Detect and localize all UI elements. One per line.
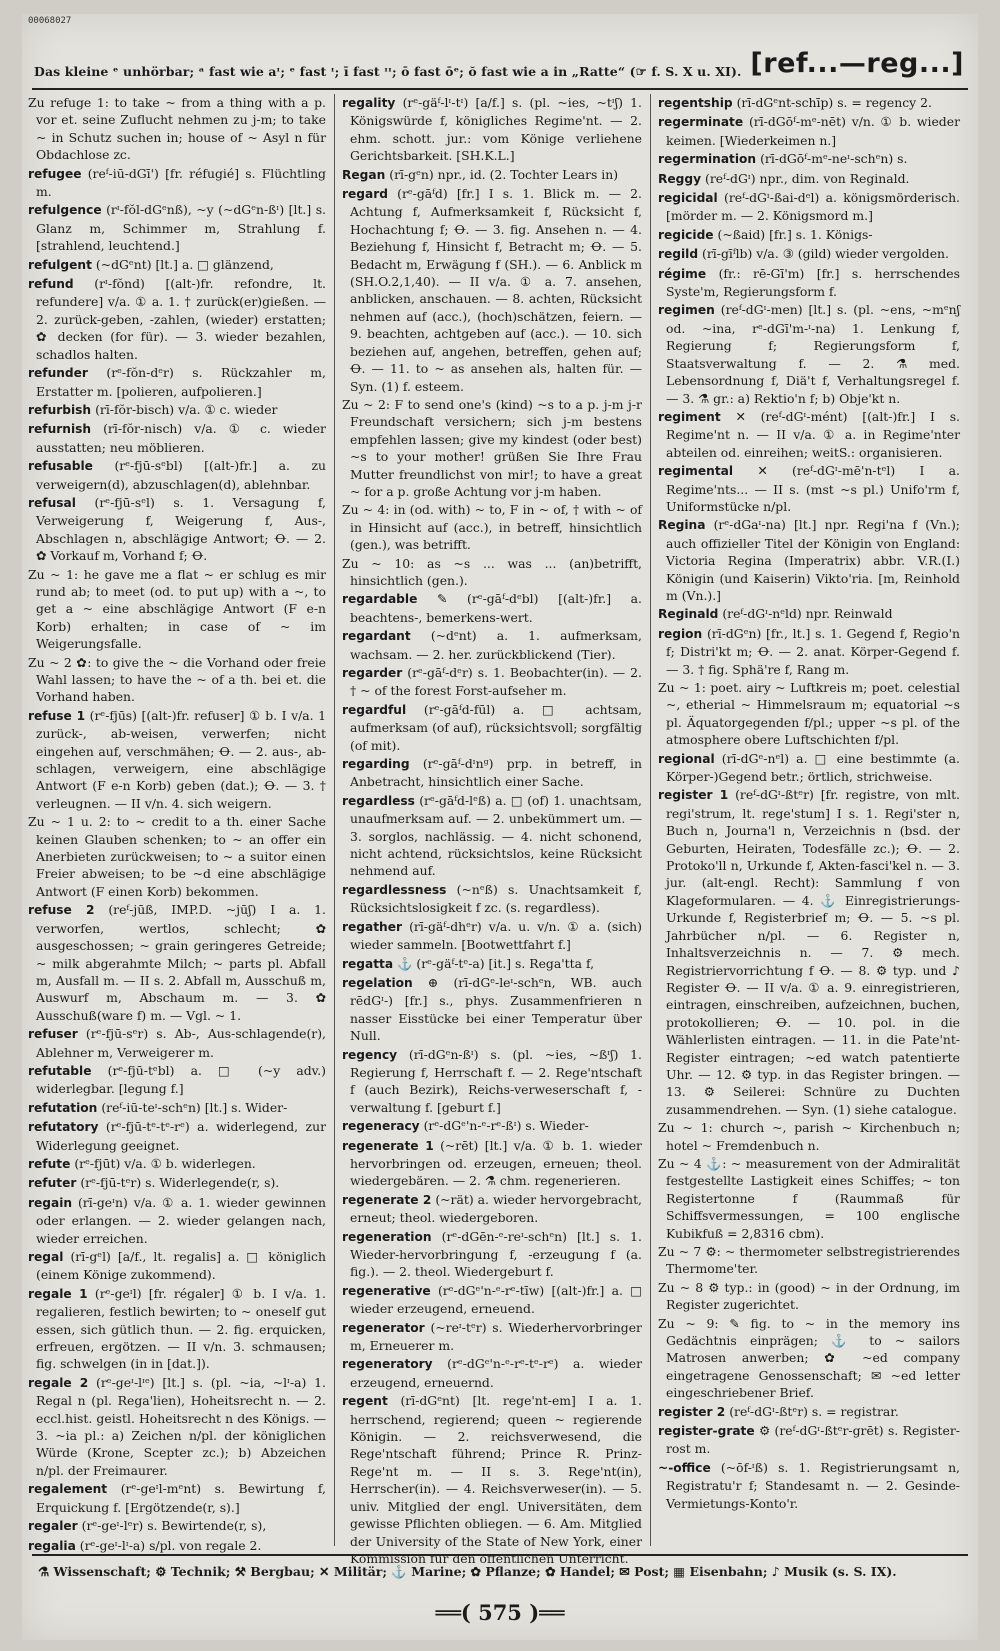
entry-definition: (rᵉ-fjū-tᵉ-tᵉ-rᵉ) a. widerlegend, zur Widerlegung geeignet. [36,1119,326,1153]
entry-definition: (rᵉ-gāᶠd) [fr.] I s. 1. Blick m. — 2. Achtung f, Aufmerksamkeit f, Rücksicht f, Hochachtung f; Ꝋ. — 3. fig. Ansehen n. — 4. Beziehung f, Hinsicht f, Betracht m; Ꝋ. — 5. Bedacht m, Erwägung f (SH.). — 6. Anblick m (SH.O.2,1,40). — II v/a. ① a. 7. ansehen, anblicken, anschauen. — 8. achten, Rücksicht nehmen auf (acc.), (hoch)schätzen, feiern. — 9. beachten, achtgeben auf (acc.). — 10. sich beziehen auf, angehen, betreffen, gehen auf; Ꝋ. — 11. to ~ as ansehen als, halten für. — Syn. (1) f. esteem. [350,186,642,394]
guide-words: [ref...—reg...] [750,48,964,79]
entry-definition: (~reᶦ-tᵉr) s. Wiederhervorbringer m, Erneuerer m. [350,1319,642,1354]
dictionary-entry [658,189,960,225]
dictionary-entry [28,275,326,363]
page-header [32,46,968,90]
entry-definition: (rᵉ-gāᶠd-lᵉß) a. □ (of) 1. unachtsam, unaufmerksam auf. — 2. unbekümmert um. — 3. sorglos, nachlässig. — 4. nicht schonend, nicht achtend, rücksichtslos, keine Rücksicht nehmend auf. [350,792,642,879]
entry-definition: (reᶠ-dGᶦ-ßtᵉr) [fr. registre, von mlt. regi'strum, lt. rege'stum] I s. 1. Regi'ster n, Buch n, Journa'l n, Verzeichnis n (bsd. der Geburten, Heiraten, Todesfälle zc.); Ꝋ. — 2. Protoko'll n, Urkunde f, Akten-fasci'kel n. — 3. jur. (alt-engl. Recht): Sammlung f von Klageformularen. — 4. ⚓ Einregistrierungs-Urkunde f, Registerbrief m; Ꝋ. — 5. ~s pl. Jahrbücher n/pl. — 6. Register n, Inhaltsverzeichnis n. — 7. ⚙ mech. Registriervorrichtung f Ꝋ. — 8. ⚙ typ. und ♪ Register Ꝋ. — II v/a. ① a. 9. einregistrieren, eintragen, einschreiben, aufzeichnen, buchen, protokollieren; Ꝋ. — 10. pol. in die Wählerlisten eintragen. — 11. in die Pate'nt-Register eintragen; ~ed watch patentierte Uhr. — 12. ⚙ typ. in das Register bringen. — 13. ⚙ Seilerei: Schnüre zu Duchten zusammendrehen. — Syn. (1) siehe catalogue. [666,787,960,1117]
entry-definition: Zu ~ 1: he gave me a flat ~ er schlug es mir rund ab; to meet (od. to put up) with a ~, to get a ~ eine abschlägige Antwort (F e-n Korb) erhalten; in case of ~ im Weigerungsfalle. [28,566,326,652]
dictionary-entry [342,1355,642,1391]
entry-headword: regency [342,1047,398,1062]
entry-definition: Zu ~ 2: F to send one's (kind) ~s to a p. j-m j-r Freundschaft versichern; sich j-m bestens empfehlen lassen; give my kindest (oder best) ~s to your mother! grüßen Sie Ihre Frau Mutter freundlichst von mir!; to have a great ~ for a p. große Achtung vor j-m haben. [342,396,642,499]
dictionary-entry [342,1282,642,1318]
dictionary-entry [28,1285,326,1373]
dictionary-entry [658,1422,960,1458]
dictionary-entry [342,881,642,917]
dictionary-entry [28,401,326,419]
dictionary-entry [342,501,642,553]
dictionary-entry [28,901,326,1024]
dictionary-entry [658,265,960,301]
dictionary-entry [342,1319,642,1355]
entry-headword: refulgence [28,203,102,218]
entry-definition: Zu ~ 8 ⚙ typ.: in (good) ~ in der Ordnung, im Register zugerichtet. [658,1279,960,1313]
dictionary-entry [658,462,960,515]
dictionary-entry [28,1374,326,1479]
entry-headword: regenerative [342,1283,431,1298]
dictionary-entry [28,165,326,201]
entry-headword: Regan [342,167,386,182]
entry-definition: (~dᵉnt) a. 1. aufmerksam, wachsam. — 2. her. zurückblickend (Tier). [350,628,642,662]
column-2 [342,94,642,1566]
pronunciation-note: Das kleine ᵉ unhörbar; ᵃ fast wie aᶦ; ᵉ fast ᶦ; ī fast ᶦᶦ; ō fast ōᵉ; ŏ fast wie a in „Ratte“ (☞ f. S. X u. XI). [34,64,742,79]
entry-headword: regicide [658,227,714,242]
dictionary-entry [28,813,326,900]
entry-definition: (rī-gᵉn) npr., id. (2. Tochter Lears in) [389,166,619,182]
entry-headword: refulgent [28,257,92,272]
dictionary-entry [28,1099,326,1117]
dictionary-entry [342,1137,642,1190]
entry-headword: refutation [28,1100,98,1115]
entry-headword: regality [342,96,396,110]
entry-definition: (reᶠ-iū-dGī') [fr. réfugié] s. Flüchtling m. [36,165,326,200]
entry-headword: regentship [658,96,733,110]
entry-columns [28,94,972,1566]
entry-definition: (reᶠ-jūß, IMP.D. ~jūʃ) I a. 1. verworfen, wertlos, schlecht; ✿ ausgeschossen; ~ grain geringeres Getreide; ~ milk abgerahmte Milch; ~ parts pl. Abfall m, Ausfall m. — II s. 2. Abfall m, Ausschuß m, Auswurf m, Abschaum m. — 3. ✿ Ausschuß(ware f) m. — Vgl. ~ 1. [36,902,326,1023]
entry-headword: refunder [28,366,88,381]
entry-headword: regal [28,1250,64,1264]
dictionary-entry [342,166,642,184]
dictionary-entry [658,786,960,1118]
entry-headword: regelation [342,975,413,990]
dictionary-entry [658,1315,960,1402]
entry-definition: (reᶠ-dGᶦ) npr., dim. von Reginald. [705,170,910,186]
entry-headword: refute [28,1156,71,1171]
dictionary-entry [28,1025,326,1061]
dictionary-entry [342,792,642,880]
entry-definition: (reᶠ-dGᶦ-ßai-dᵉl) a. königsmörderisch. [mörder m. — 2. Königsmord m.] [666,190,960,224]
dictionary-entry [342,1392,642,1567]
entry-definition: (rᵉ-fŏn-dᵉr) s. Rückzahler m, Erstatter m. [polieren, aufpolieren.] [36,365,326,399]
dictionary-entry [658,408,960,461]
page-footer [32,1554,968,1636]
dictionary-entry [28,256,326,274]
entry-definition: (reᶠ-iū-teᶦ-schᵉn) [lt.] s. Wider- [101,1099,288,1115]
entry-headword: regeneracy [342,1119,420,1134]
entry-headword: refuse 2 [28,903,95,918]
dictionary-entry [28,457,326,493]
entry-definition: Zu ~ 1 u. 2: to ~ credit to a th. einer Sache keinen Glauben schenken; to ~ an offer ein Anerbieten zurückweisen; to ~ a suitor einen Freier abweisen; to be ~d eine abschlägige Antwort (F einen Korb) bekommen. [28,814,326,899]
entry-headword: regional [658,751,715,766]
entry-definition: Zu ~ 10: as ~s ... was ... (an)betrifft, hinsichtlich (gen.). [342,555,642,588]
page-number: ══( 575 )══ [435,1600,565,1625]
entry-definition: Zu ~ 4: in (od. with) ~ to, F in ~ of, † with ~ of in Hinsicht auf (acc.), in betreff, hinsichtlich (gen.), was betrifft. [342,502,642,553]
dictionary-entry [342,1117,642,1135]
entry-headword: regiment [658,409,721,424]
entry-definition: (~ßaid) [fr.] s. 1. Königs- [717,226,873,242]
dictionary-entry [28,654,326,706]
entry-headword: regicidal [658,191,718,206]
entry-headword: regather [342,919,403,934]
entry-headword: regenerate 2 [342,1192,432,1207]
scan-id: 00068027 [28,16,72,26]
entry-definition: (reᶠ-dGᶦ-ßtᵉr) s. = registrar. [729,1403,899,1419]
entry-headword: Reginald [658,607,719,622]
dictionary-entry [28,707,326,812]
dictionary-entry [28,1248,326,1284]
entry-headword: régime [658,266,707,281]
entry-headword: regale 2 [28,1375,89,1390]
entry-definition: (rᵉ-fjū-sᵉbl) [(alt-)fr.] a. zu verweigern(d), abzuschlagen(d), ablehnbar. [36,458,326,492]
dictionary-entry [658,94,960,112]
entry-definition: (rᵉ-dGᵉ'n-ᵉ-rᵉ-tīw) [(alt-)fr.] a. □ wieder erzeugend, erneuend. [350,1282,642,1317]
dictionary-entry [658,750,960,786]
dictionary-entry [28,566,326,653]
dictionary-entry [342,1228,642,1281]
entry-definition: (rī-fŏr-nisch) v/a. ① c. wieder ausstatten; neu möblieren. [36,421,326,455]
entry-definition: (rᵉ-gāᶠ-dᶦnᵍ) prp. in betreff, in Anbetracht, hinsichtlich einer Sache. [350,756,642,790]
entry-headword: refuter [28,1176,77,1191]
entry-headword: regardant [342,629,411,644]
dictionary-entry [658,516,960,604]
entry-headword: regale 1 [28,1286,88,1301]
entry-definition: (rī-gäᶠ-dhᵉr) v/a. u. v/n. ① a. (sich) wieder sammeln. [Bootwettfahrt f.] [350,918,642,953]
entry-headword: regerminate [658,115,744,130]
entry-definition: (rī-dGᵉn-ßᶦ) s. (pl. ~ies, ~ßᶦʃ) 1. Regierung f, Herrschaft f. — 2. Rege'ntschaft f (auch Bezirk), Reichs-verweserschaft f, -verwaltung f. [geburt f.] [350,1046,642,1115]
entry-headword: regimen [658,303,715,318]
entry-definition: (rᵉ-gāᶠd-fūl) a. □ achtsam, aufmerksam (of auf), rücksichtsvoll; sorgfältig (of mit). [350,701,642,753]
entry-definition: Zu ~ 4 ⚓: ~ measurement von der Admiralität festgestellte Lastigkeit eines Schiffes; ~ ton Registertonne f (Raummaß für Schiffsvermessungen, = 100 englische Kubikfuß = 2,8316 cbm). [658,1155,960,1241]
dictionary-entry [658,226,960,244]
entry-definition: (rī-geᶦn) v/a. ① a. 1. wieder gewinnen oder erlangen. — 2. wieder gelangen nach, wieder erreichen. [36,1194,326,1246]
dictionary-entry [342,1046,642,1117]
entry-definition: (~ōf-ᶦß) s. 1. Registrierungsamt n, Registratu'r f; Standesamt n. — 2. Gesinde-Vermietungs-Konto'r. [666,1459,960,1511]
entry-definition: ✕ (reᶠ-dGᶦ-mē'n-tᵉl) I a. Regime'nts... — II s. (mst ~s pl.) Unifo'rm f, Uniformstücke n/pl. [666,463,960,514]
dictionary-entry [28,364,326,400]
entry-definition: ⚙ (reᶠ-dGᶦ-ßtᵉr-grēt) s. Register-rost m. [666,1423,960,1457]
entry-headword: register-grate [658,1424,755,1439]
entry-headword: refurnish [28,422,92,437]
dictionary-entry [342,185,642,395]
entry-definition: (rī-dGōᶠ-mᵉ-nēt) v/n. ① b. wieder keimen. [Wiederkeimen n.] [666,114,960,148]
entry-headword: regalement [28,1482,108,1497]
entry-headword: Reggy [658,171,702,186]
dictionary-entry [342,94,642,165]
entry-headword: refund [28,277,74,292]
entry-definition: Zu ~ 1: church ~, parish ~ Kirchenbuch n; hotel ~ Fremdenbuch n. [658,1120,960,1153]
dictionary-entry [28,420,326,456]
column-rule [650,94,651,1546]
entry-headword: regent [342,1394,388,1409]
dictionary-entry [658,625,960,678]
entry-definition: (rᶦ-fŏnd) [(alt-)fr. refondre, lt. refundere] v/a. ① a. 1. † zurück(er)gießen. — 2. zurück-geben, -zahlen, (wieder) erstatten; ✿ decken (for für). — 3. wieder bezahlen, schadlos halten. [36,276,326,362]
entry-headword: regalia [28,1538,76,1553]
entry-definition: (reᶠ-dGᶦ-nᵉld) npr. Reinwald [722,606,893,622]
entry-definition: (fr.: rē-Gī'm) [fr.] s. herrschendes Syste'm, Regierungsform f. [666,265,960,300]
entry-headword: refuse 1 [28,708,86,723]
entry-headword: register 2 [658,1404,726,1419]
entry-definition: (rᵉ-fjūs) [(alt-)fr. refuser] ① b. I v/a. 1 zurück-, ab-weisen, verwerfen; nicht eingehen auf, verschmähen; Ꝋ. — 2. aus-, ab-schlagen, verweigern, eine abschlägige Antwort (F e-n Korb) geben (dat.); Ꝋ. — 3. † verleugnen. — II v/n. 4. sich weigern. [36,707,326,811]
dictionary-entry [342,701,642,754]
dictionary-entry [658,301,960,406]
entry-definition: (rī-dGᵉ-nᵉl) a. □ eine bestimmte (a. Körper-)Gegend betr.; örtlich, strichweise. [666,750,960,785]
entry-headword: refutatory [28,1120,99,1135]
symbol-legend: ⚗ Wissenschaft; ⚙ Technik; ⚒ Bergbau; ✕ Militär; ⚓ Marine; ✿ Pflanze; ✿ Handel; ✉ Post; ▦ Eisenbahn; ♪ Musik (s. S. IX). [38,1564,897,1579]
entry-headword: refutable [28,1063,92,1078]
entry-definition: Zu ~ 1: poet. airy ~ Luftkreis m; poet. celestial ~, etherial ~ Himmelsraum m; equatorial ~s pl. Äquatorgegenden f/pl.; upper ~s pl. of the atmosphere obere Luftschichten f/pl. [658,680,960,748]
entry-definition: (rᵉ-dGaᶦ-na) [lt.] npr. Regi'na f (Vn.); auch offizieller Titel der Königin von England: Victoria Regina (Imperatrix) abbr. V.R.(I.) Königin (und Kaiserin) Vikto'ria. [m, Reinhold m (Vn.).] [666,517,960,603]
dictionary-entry [28,494,326,565]
entry-headword: regarder [342,666,403,680]
entry-headword: regardful [342,702,407,717]
column-rule [334,94,335,1546]
entry-definition: (rī-fŏr-bisch) v/a. ① c. wieder [95,401,278,417]
entry-headword: refusable [28,459,93,474]
entry-definition: (rᵉ-dGᵉ'n-ᵉ-rᵉ-tᵉ-rᵉ) a. wieder erzeugend, erneuernd. [350,1356,642,1390]
dictionary-entry [658,1119,960,1154]
dictionary-entry [658,605,960,623]
entry-headword: region [658,626,703,641]
entry-definition: (rᵉ-fjū-sᵉl) s. 1. Versagung f, Verweigerung f, Weigerung f, Aus-, Abschlagen n, abschlägige Antwort; Ꝋ. — 2. ✿ Vorkauf m, Vorhand f; Ꝋ. [36,494,326,564]
dictionary-entry [342,755,642,791]
entry-headword: regardless [342,793,415,808]
entry-definition: (rᵉ-geᶦl) [fr. régaler] ① b. I v/a. 1. regalieren, festlich bewirten; to ~ oneself gut essen, sich gütlich thun. — 2. fig. erquicken, erfreuen, ergötzen. — II v/n. 3. schmausen; fig. schwelgen (in in [dat.]). [36,1285,326,1372]
dictionary-entry [28,201,326,254]
dictionary-entry [28,1155,326,1173]
dictionary-entry [658,1459,960,1512]
entry-headword: regain [28,1195,73,1210]
entry-definition: (rī-dGōᶠ-mᵉ-neᶦ-schᵉn) s. [760,151,908,167]
dictionary-entry [28,1118,326,1154]
dictionary-entry [658,170,960,188]
dictionary-entry [28,1174,326,1192]
entry-headword: refurbish [28,402,92,417]
entry-headword: regardable [342,592,418,607]
entry-definition: (rī-dGᵉn) [fr., lt.] s. 1. Gegend f, Regio'n f; Distri'kt m; Ꝋ. — 2. anat. Körper-Gegend f. — 3. † fig. Sphä're f, Rang m. [666,625,960,677]
entry-headword: regaler [28,1519,78,1534]
entry-definition: (rᵉ-fjū-tᵉr) s. Widerlegende(r, s). [80,1175,280,1191]
dictionary-entry [658,1155,960,1242]
dictionary-entry [342,590,642,626]
entry-headword: refuser [28,1027,78,1042]
entry-definition: (rᵉ-dGᵉ'n-ᵉ-rᵉ-ßᶦ) s. Wieder- [423,1118,589,1134]
dictionary-entry [658,150,960,168]
column-3 [658,94,960,1546]
entry-definition: (rᵉ-fjū-tᵉbl) a. □ (~y adv.) widerlegbar. [legung f.] [36,1062,326,1097]
dictionary-entry [342,396,642,500]
dictionary-entry [28,1194,326,1247]
dictionary-entry [658,1243,960,1278]
dictionary-entry [28,94,326,164]
dictionary-entry [658,1279,960,1314]
entry-definition: (rī-gᵉl) [a/f., lt. regalis] a. □ königlich (einem Könige zukommend). [36,1249,326,1283]
entry-headword: Regina [658,518,706,533]
entry-headword: refusal [28,495,76,510]
dictionary-entry [28,1517,326,1535]
column-1 [28,94,326,1553]
entry-headword: regeneratory [342,1357,433,1372]
entry-definition: ⚓ (rᵉ-gäᶠ-tᵉ-a) [it.] s. Rega'tta f, [397,955,595,971]
dictionary-entry [28,1062,326,1098]
entry-definition: (rᶦ-fŏl-dGᵉnß), ~y (~dGᵉn-ßᶦ) [lt.] s. Glanz m, Schimmer m, Strahlung f. [strahlend, leuchtend.] [36,202,326,254]
dictionary-entry [342,1191,642,1227]
entry-definition: ✎ (rᵉ-gāᶠ-dᵉbl) [(alt-)fr.] a. beachtens-, bemerkens-wert. [350,591,642,625]
entry-headword: regild [658,247,699,262]
entry-definition: Zu refuge 1: to take ~ from a thing with a p. vor et. seine Zuflucht nehmen zu j-m; to take ~ in Schutz suchen in; house of ~ Asyl n für Obdachlose zc. [28,95,326,163]
entry-definition: ✕ (reᶠ-dGᶦ-mént) [(alt-)fr.] I s. Regime'nt n. — II v/a. ① a. in Regime'nter abteilen od. einreihen; weitS.: organisieren. [666,408,960,460]
entry-definition: ⊕ (rī-dGᵉ-leᶦ-schᵉn, WB. auch rēdGᶦ-) [fr.] s., phys. Zusammenfrieren n nasser Eisstücke bei einer Temperatur über Null. [350,974,642,1044]
entry-definition: (rᵉ-geᶦl-mᵉnt) s. Bewirtung f, Erquickung f. [Ergötzende(r, s).] [36,1481,326,1515]
entry-definition: (rī-gīᶠlb) v/a. ③ (gild) wieder vergolden. [702,246,949,262]
entry-definition: (reᶠ-dGᶦ-men) [lt.] s. (pl. ~ens, ~mᵉnʃ od. ~ina, rᵉ-dGī'm-ᶦ-na) 1. Lenkung f, Regierung f; Regierungsform f, Staatsverwaltung f. — 2. ⚗ med. Lebensordnung f, Diä't f, Verhaltungsregel f. — 3. ⚗ gr.: a) Rektio'n f; b) Obje'kt n. [666,302,960,406]
entry-definition: Zu ~ 9: ✎ fig. to ~ in the memory ins Gedächtnis einprägen; ⚓ to ~ sailors Matrosen anwerben; ✿ ~ed company eingetragene Genossenschaft; ✉ ~ed letter eingeschriebener Brief. [658,1315,960,1401]
entry-headword: refugee [28,166,82,181]
entry-definition: (rī-dGᵉnt) [lt. rege'nt-em] I a. 1. herrschend, regierend; queen ~ regierende Königin. — 2. reichsverwesend, die Rege'ntschaft führend; Prince R. Prinz-Rege'nt m. — II s. 3. Rege'nt(in), Herrscher(in). — 4. Reichsverweser(in). — 5. univ. Mitglied der engl. Universitäten, dem gewisse Pflichten obliegen. — 6. Am. Mitglied der University of the State of New York, einer Kommission für den öffentlichen Unterricht. [350,1393,642,1566]
dictionary-entry [342,918,642,954]
dictionary-entry [658,1403,960,1421]
entry-headword: register 1 [658,788,729,803]
entry-headword: regardlessness [342,882,447,897]
entry-definition: (rī-dGᵉnt-schīp) s. = regency 2. [736,95,932,110]
dictionary-entry [658,113,960,149]
entry-headword: regard [342,187,388,202]
dictionary-entry [28,1537,326,1555]
entry-headword: regatta [342,956,394,971]
entry-definition: (rᵉ-fjū-sᵉr) s. Ab-, Aus-schlagende(r), Ablehner m, Verweigerer m. [36,1026,326,1060]
entry-definition: (rᵉ-dGēn-ᵉ-reᶦ-schᵉn) [lt.] s. 1. Wieder-hervorbringung f, -erzeugung f (a. fig.). — 2. theol. Wiedergeburt f. [350,1228,642,1280]
entry-headword: regenerator [342,1320,425,1335]
entry-headword: regimental [658,464,734,479]
dictionary-entry [658,679,960,749]
entry-definition: (rᵉ-gäᶠ-lᶦ-tᶦ) [a/f.] s. (pl. ~ies, ~tᶦʃ) 1. Königswürde f, königliches Regime'nt. — 2. ehm. schott. jur.: vom Könige verliehene Gerichtsbarkeit. [SH.K.L.] [350,95,642,164]
dictionary-entry [342,555,642,590]
entry-definition: (~rēt) [lt.] v/a. ① b. 1. wieder hervorbringen od. erzeugen, erneuen; theol. wiedergebären. — 2. ⚗ chm. regenerieren. [350,1137,642,1189]
dictionary-page [22,14,978,1640]
entry-headword: regeneration [342,1229,432,1244]
entry-definition: (rᵉ-geᶦ-lᶦ-a) s/pl. von regale 2. [79,1537,262,1553]
entry-definition: (~dGᵉnt) [lt.] a. □ glänzend, [95,256,274,272]
entry-definition: Zu ~ 2 ✿: to give the ~ die Vorhand oder freie Wahl lassen; to have the ~ of a th. bei et. die Vorhand haben. [28,654,326,705]
entry-headword: regenerate 1 [342,1138,434,1153]
entry-headword: regarding [342,757,410,772]
entry-headword: ~-office [658,1460,711,1475]
entry-headword: regermination [658,152,757,167]
entry-definition: (rᵉ-fjūt) v/a. ① b. widerlegen. [74,1155,256,1171]
dictionary-entry [342,955,642,973]
entry-definition: (rᵉ-gāᶠ-dᵉr) s. 1. Beobachter(in). — 2. † ~ of the forest Forst-aufseher m. [350,665,642,699]
dictionary-entry [658,245,960,263]
entry-definition: Zu ~ 7 ⚙: ~ thermometer selbstregistrierendes Thermome'ter. [658,1244,960,1277]
dictionary-entry [342,627,642,663]
entry-definition: (~rät) a. wieder hervorgebracht, erneut; theol. wiedergeboren. [350,1191,642,1226]
entry-definition: (~nᵉß) s. Unachtsamkeit f, Rücksichtslosigkeit f zc. (s. regardless). [350,881,642,916]
entry-definition: (rᵉ-geᶦ-lᵉr) s. Bewirtende(r, s), [81,1518,267,1534]
dictionary-entry [342,664,642,700]
dictionary-entry [342,974,642,1045]
entry-definition: (rᵉ-geᶦ-lᶦᵉ) [lt.] s. (pl. ~ia, ~lᶦ-a) 1. Regal n (pl. Rega'lien), Hoheitsrecht n. — 2. eccl.hist. geistl. Hoheitsrecht n des Königs. — 3. ~ia pl.: a) Zeichen n/pl. der königlichen Würde (Krone, Scepter zc.); b) Abzeichen n/pl. der Freimaurer. [36,1374,326,1478]
dictionary-entry [28,1480,326,1516]
